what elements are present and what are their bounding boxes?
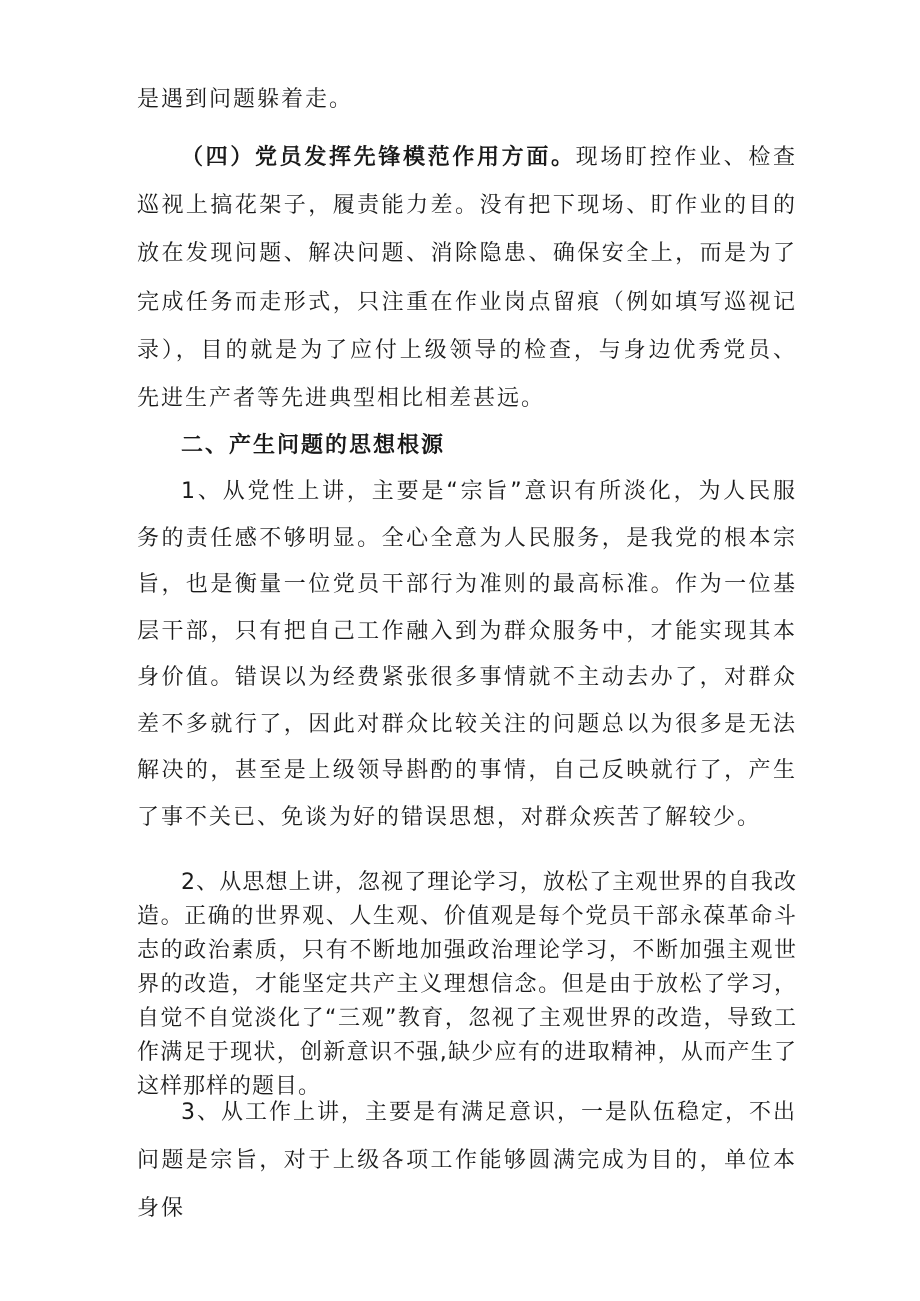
continuation-paragraph: 是遇到问题躲着走。 xyxy=(137,87,354,112)
point-one-paragraph: 1、从党性上讲，主要是“宗旨”意识有所淡化，为人民服务的责任感不够明显。全心全意为人民服务，是我党的根本宗旨，也是衡量一位党员干部行为准则的最高标准。作为一位基层干部，只有把自己工作融入到为群众服务中，才能实现其本身价值。错误以为经费紧张很多事情就不主动去办了，对群众差不多就行了，因此对群众比较关注的问题总以为很多是无法解决的，甚至是上级领导斟酌的事情，自己反映就行了，产生了事不关已、免谈为好的错误思想，对群众疾苦了解较少。 xyxy=(137,479,797,830)
section-four-paragraph xyxy=(137,134,797,423)
point-two-paragraph: 2、从思想上讲，忽视了理论学习，放松了主观世界的自我改造。正确的世界观、人生观、价值观是每个党员干部永葆革命斗志的政治素质，只有不断地加强政治理论学习，不断加强主观世界的改造，才能坚定共产主义理想信念。但是由于放松了学习，自觉不自觉淡化了“三观”教育，忽视了主观世界的改造，导致工作满足于现状，创新意识不强,缺少应有的进取精神，从而产生了这样那样的题目。 xyxy=(137,870,797,1099)
section-four-heading: （四）党员发挥先锋模范作用方面。 xyxy=(181,145,576,170)
point-three-paragraph: 3、从工作上讲，主要是有满足意识，一是队伍稳定，不出问题是宗旨，对于上级各项工作能够圆满完成为目的，单位本身保 xyxy=(137,1100,797,1222)
section-two-heading: 二、产生问题的思想根源 xyxy=(181,433,446,458)
section-four-body: 现场盯控作业、检查巡视上搞花架子，履责能力差。没有把下现场、盯作业的目的放在发现问题、解决问题、消除隐患、确保安全上，而是为了完成任务而走形式，只注重在作业岗点留痕（例如填写巡视记录），目的就是为了应付上级领导的检查，与身边优秀党员、先进生产者等先进典型相比相差甚远。 xyxy=(137,145,797,412)
